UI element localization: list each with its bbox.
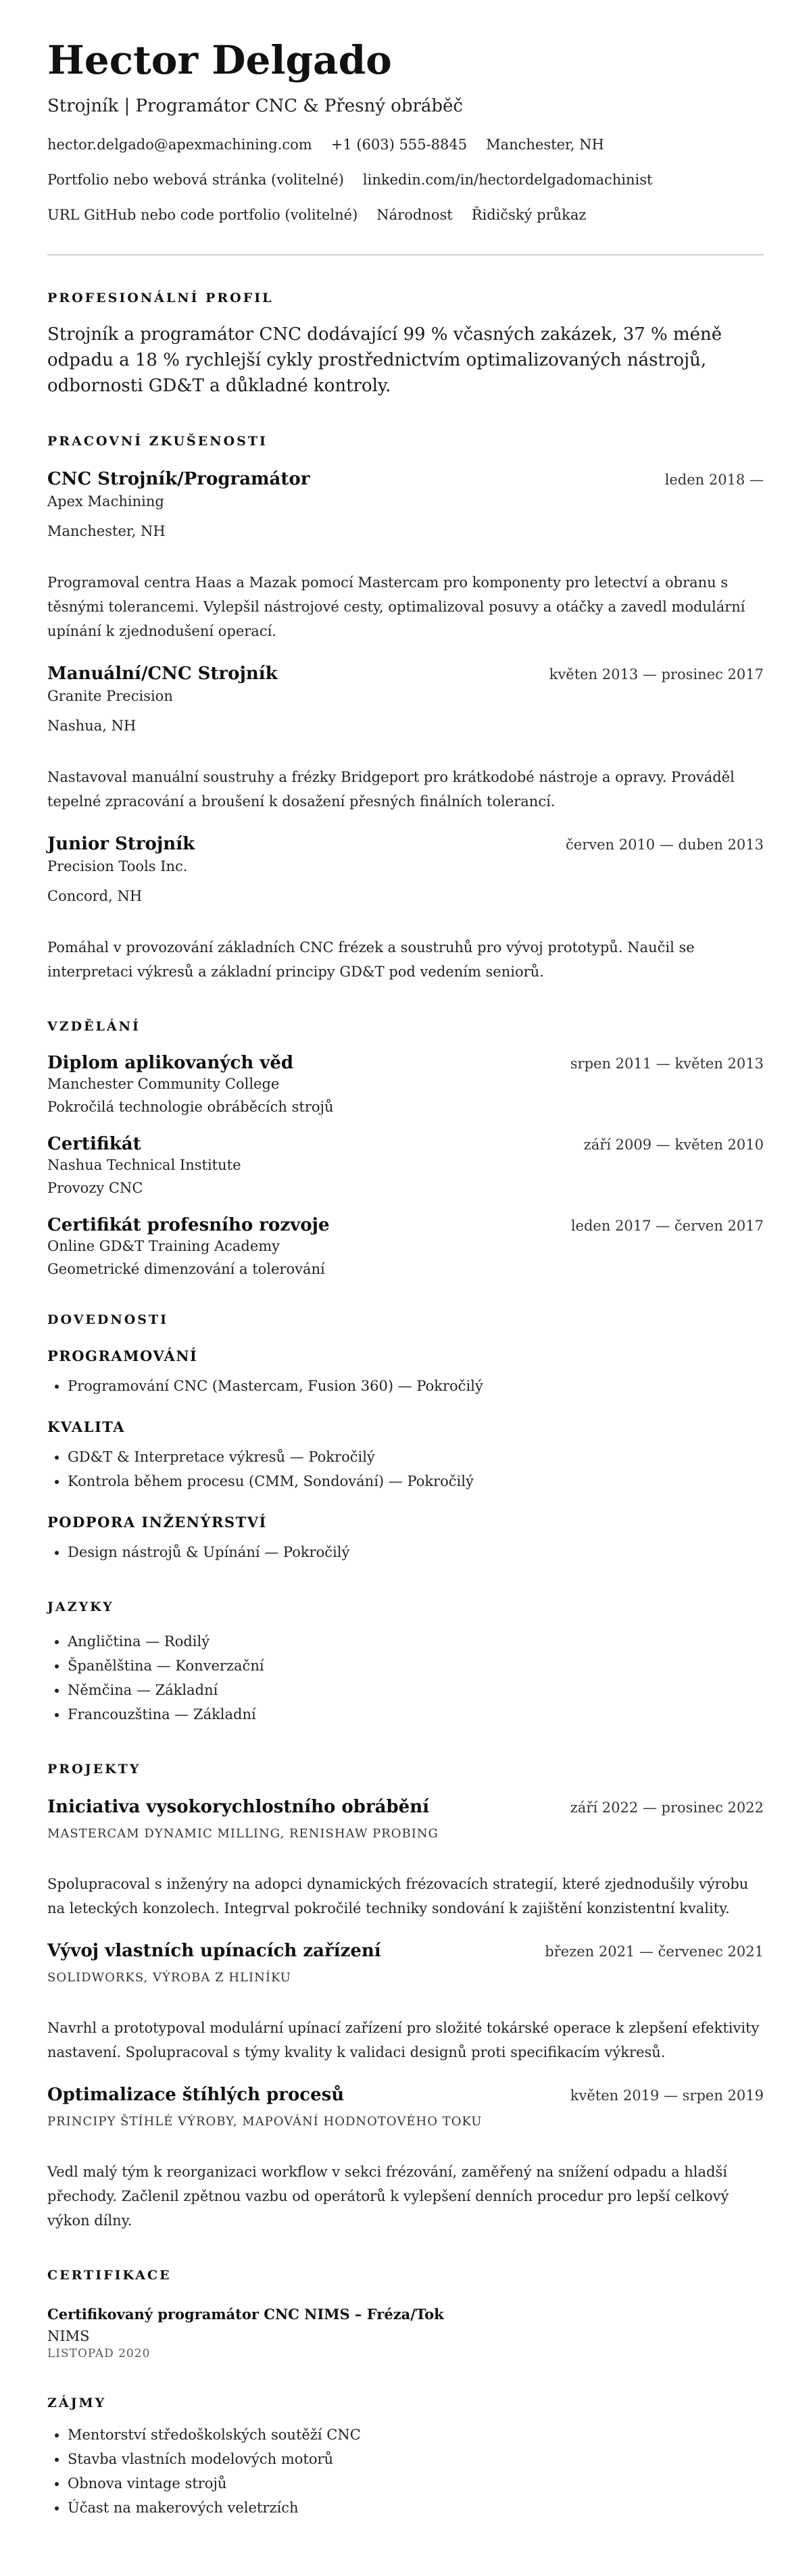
education-dates: leden 2017 — červen 2017: [570, 1218, 764, 1234]
job-location: Manchester, NH: [47, 523, 166, 539]
candidate-name: Hector Delgado: [47, 37, 392, 83]
project-technologies: PRINCIPY ŠTÍHLÉ VÝROBY, MAPOVÁNÍ HODNOTOVÉHO TOKU: [47, 2114, 483, 2129]
school-name: Manchester Community College: [47, 1076, 280, 1092]
job-dates: červen 2010 — duben 2013: [566, 837, 764, 853]
links-row: [47, 172, 764, 188]
project-dates: září 2022 — prosinec 2022: [570, 1800, 764, 1816]
project-description: Vedl malý tým k reorganizaci workflow v sekci frézování, zaměřený na snížení odpadu a hladší přechody. Začlenil zpětnou vazbu od operátorů k vylepšení denních procedur pro lepší celkový výkon dílny.: [47, 2164, 729, 2229]
project-technologies: SOLIDWORKS, VÝROBA Z HLINÍKU: [47, 1971, 291, 1985]
education-entry: [47, 1134, 764, 1196]
school-name: Online GD&T Training Academy: [47, 1238, 280, 1254]
resume-header: [47, 37, 764, 223]
candidate-title: Strojník | Programátor CNC & Přesný obráběč: [47, 96, 463, 116]
skill-list: [47, 1445, 764, 1493]
email-link[interactable]: hector.delgado@apexmachining.com: [47, 137, 312, 153]
degree-title: Certifikát: [47, 1134, 141, 1154]
nationality-label: Národnost: [376, 207, 453, 223]
section-title: VZDĚLÁNÍ: [47, 1019, 141, 1034]
study-field: Geometrické dimenzování a tolerování: [47, 1261, 325, 1277]
contact-row: [47, 137, 764, 153]
project-description: Spolupracoval s inženýry na adopci dynamických frézovacích strategií, které zjednodušily výrobu na leteckých konzolech. Integrval pokročilé techniky sondování k zajištění konzistentní kvality.: [47, 1876, 749, 1916]
experience-entry: [47, 469, 764, 643]
interest-item: • Mentorství středoškolských soutěží CNC: [68, 2423, 764, 2447]
experience-entry: [47, 834, 764, 984]
job-title: Manuální/CNC Strojník: [47, 664, 278, 684]
section-title: PROJEKTY: [47, 1762, 141, 1777]
degree-title: Diplom aplikovaných věd: [47, 1053, 294, 1073]
language-list: [47, 1629, 764, 1727]
phone-number[interactable]: +1 (603) 555-8845: [330, 137, 468, 153]
skill-category: KVALITA: [47, 1418, 126, 1435]
profile-section: [47, 291, 764, 399]
job-location: Concord, NH: [47, 888, 143, 904]
job-description: Programoval centra Haas a Mazak pomocí Mastercam pro komponenty pro letectví a obranu s těsnými tolerancemi. Vylepšil nástrojové cesty, optimalizoval posuvy a otáčky a zavedl modulární upínání k zjednodušení operací.: [47, 574, 745, 639]
experience-entry: [47, 664, 764, 814]
skill-item: • Kontrola během procesu (CMM, Sondování) — Pokročilý: [68, 1469, 764, 1493]
certifications-section: [47, 2268, 764, 2360]
education-dates: září 2009 — květen 2010: [583, 1137, 764, 1153]
company-name: Precision Tools Inc.: [47, 858, 188, 874]
education-entry: [47, 1215, 764, 1277]
project-entry: [47, 2085, 764, 2233]
project-title: Vývoj vlastních upínacích zařízení: [47, 1941, 381, 1961]
section-title: ZÁJMY: [47, 2396, 107, 2410]
extra-row: [47, 207, 764, 223]
interest-item: • Obnova vintage strojů: [68, 2471, 764, 2496]
section-title: PRACOVNÍ ZKUŠENOSTI: [47, 434, 268, 449]
interest-item: • Účast na makerových veletrzích: [68, 2496, 764, 2520]
language-item: • Němčina — Základní: [68, 1678, 764, 1702]
section-title: DOVEDNOSTI: [47, 1312, 169, 1327]
languages-section: [47, 1600, 764, 1727]
project-description: Navrhl a prototypoval modulární upínací zařízení pro složité tokárské operace k zlepšení efektivity nastavení. Spolupracoval s týmy kvality k validaci designů proti specifikacím výkresů.: [47, 2020, 760, 2060]
portfolio-placeholder: Portfolio nebo webová stránka (volitelné): [47, 172, 344, 188]
certification-name: Certifikovaný programátor CNC NIMS – Fréza/Tok: [47, 2306, 444, 2323]
linkedin-link[interactable]: linkedin.com/in/hectordelgadomachinist: [362, 172, 653, 188]
language-item: • Francouzština — Základní: [68, 1702, 764, 1727]
license-label: Řidičský průkaz: [471, 207, 587, 223]
skill-item: • Design nástrojů & Upínání — Pokročilý: [68, 1540, 764, 1564]
github-placeholder: URL GitHub nebo code portfolio (volitelné): [47, 207, 358, 223]
projects-section: [47, 1762, 764, 2233]
education-section: [47, 1019, 764, 1277]
skill-category: PROGRAMOVÁNÍ: [47, 1347, 198, 1364]
job-dates: leden 2018 —: [664, 472, 764, 488]
project-entry: [47, 1941, 764, 2064]
company-name: Apex Machining: [47, 493, 164, 510]
interests-section: [47, 2396, 764, 2520]
skill-list: [47, 1374, 764, 1398]
skills-section: [47, 1312, 764, 1564]
section-title: PROFESIONÁLNÍ PROFIL: [47, 291, 274, 305]
job-title: CNC Strojník/Programátor: [47, 469, 310, 489]
skill-list: [47, 1540, 764, 1564]
interest-item: • Stavba vlastních modelových motorů: [68, 2447, 764, 2471]
certification-date: LISTOPAD 2020: [47, 2347, 151, 2360]
project-dates: květen 2019 — srpen 2019: [570, 2087, 764, 2104]
certification-issuer: NIMS: [47, 2328, 90, 2344]
project-technologies: MASTERCAM DYNAMIC MILLING, RENISHAW PROBING: [47, 1827, 439, 1841]
language-item: • Španělština — Konverzační: [68, 1654, 764, 1678]
job-dates: květen 2013 — prosinec 2017: [549, 666, 764, 683]
school-name: Nashua Technical Institute: [47, 1157, 241, 1173]
education-entry: [47, 1053, 764, 1115]
degree-title: Certifikát profesního rozvoje: [47, 1215, 330, 1235]
project-dates: březen 2021 — červenec 2021: [545, 1943, 764, 1960]
interest-list: [47, 2423, 764, 2520]
skill-category: PODPORA INŽENÝRSTVÍ: [47, 1514, 267, 1531]
education-dates: srpen 2011 — květen 2013: [570, 1056, 764, 1072]
skill-item: • GD&T & Interpretace výkresů — Pokročilý: [68, 1445, 764, 1469]
job-description: Pomáhal v provozování základních CNC frézek a soustruhů pro vývoj prototypů. Naučil se interpretaci výkresů a základní principy GD&T pod vedením seniorů.: [47, 939, 695, 980]
study-field: Provozy CNC: [47, 1180, 143, 1196]
project-title: Optimalizace štíhlých procesů: [47, 2085, 345, 2105]
project-entry: [47, 1797, 764, 1921]
company-name: Granite Precision: [47, 688, 173, 704]
language-item: • Angličtina — Rodilý: [68, 1629, 764, 1654]
study-field: Pokročilá technologie obráběcích strojů: [47, 1099, 334, 1115]
job-description: Nastavoval manuální soustruhy a frézky Bridgeport pro krátkodobé nástroje a opravy. Prováděl tepelné zpracování a broušení k dosažení přesných finálních tolerancí.: [47, 769, 735, 810]
profile-summary: Strojník a programátor CNC dodávající 99 % včasných zakázek, 37 % méně odpadu a 18 % rychlejší cykly prostřednictvím optimalizovaných nástrojů, odbornosti GD&T a důkladné kontroly.: [47, 324, 722, 396]
job-title: Junior Strojník: [47, 834, 195, 854]
section-title: CERTIFIKACE: [47, 2268, 172, 2283]
job-location: Nashua, NH: [47, 718, 137, 734]
section-title: JAZYKY: [47, 1600, 114, 1614]
location-text: Manchester, NH: [486, 137, 604, 153]
experience-section: [47, 434, 764, 984]
project-title: Iniciativa vysokorychlostního obrábění: [47, 1797, 429, 1817]
skill-item: • Programování CNC (Mastercam, Fusion 360) — Pokročilý: [68, 1374, 764, 1398]
header-divider: [47, 254, 764, 255]
